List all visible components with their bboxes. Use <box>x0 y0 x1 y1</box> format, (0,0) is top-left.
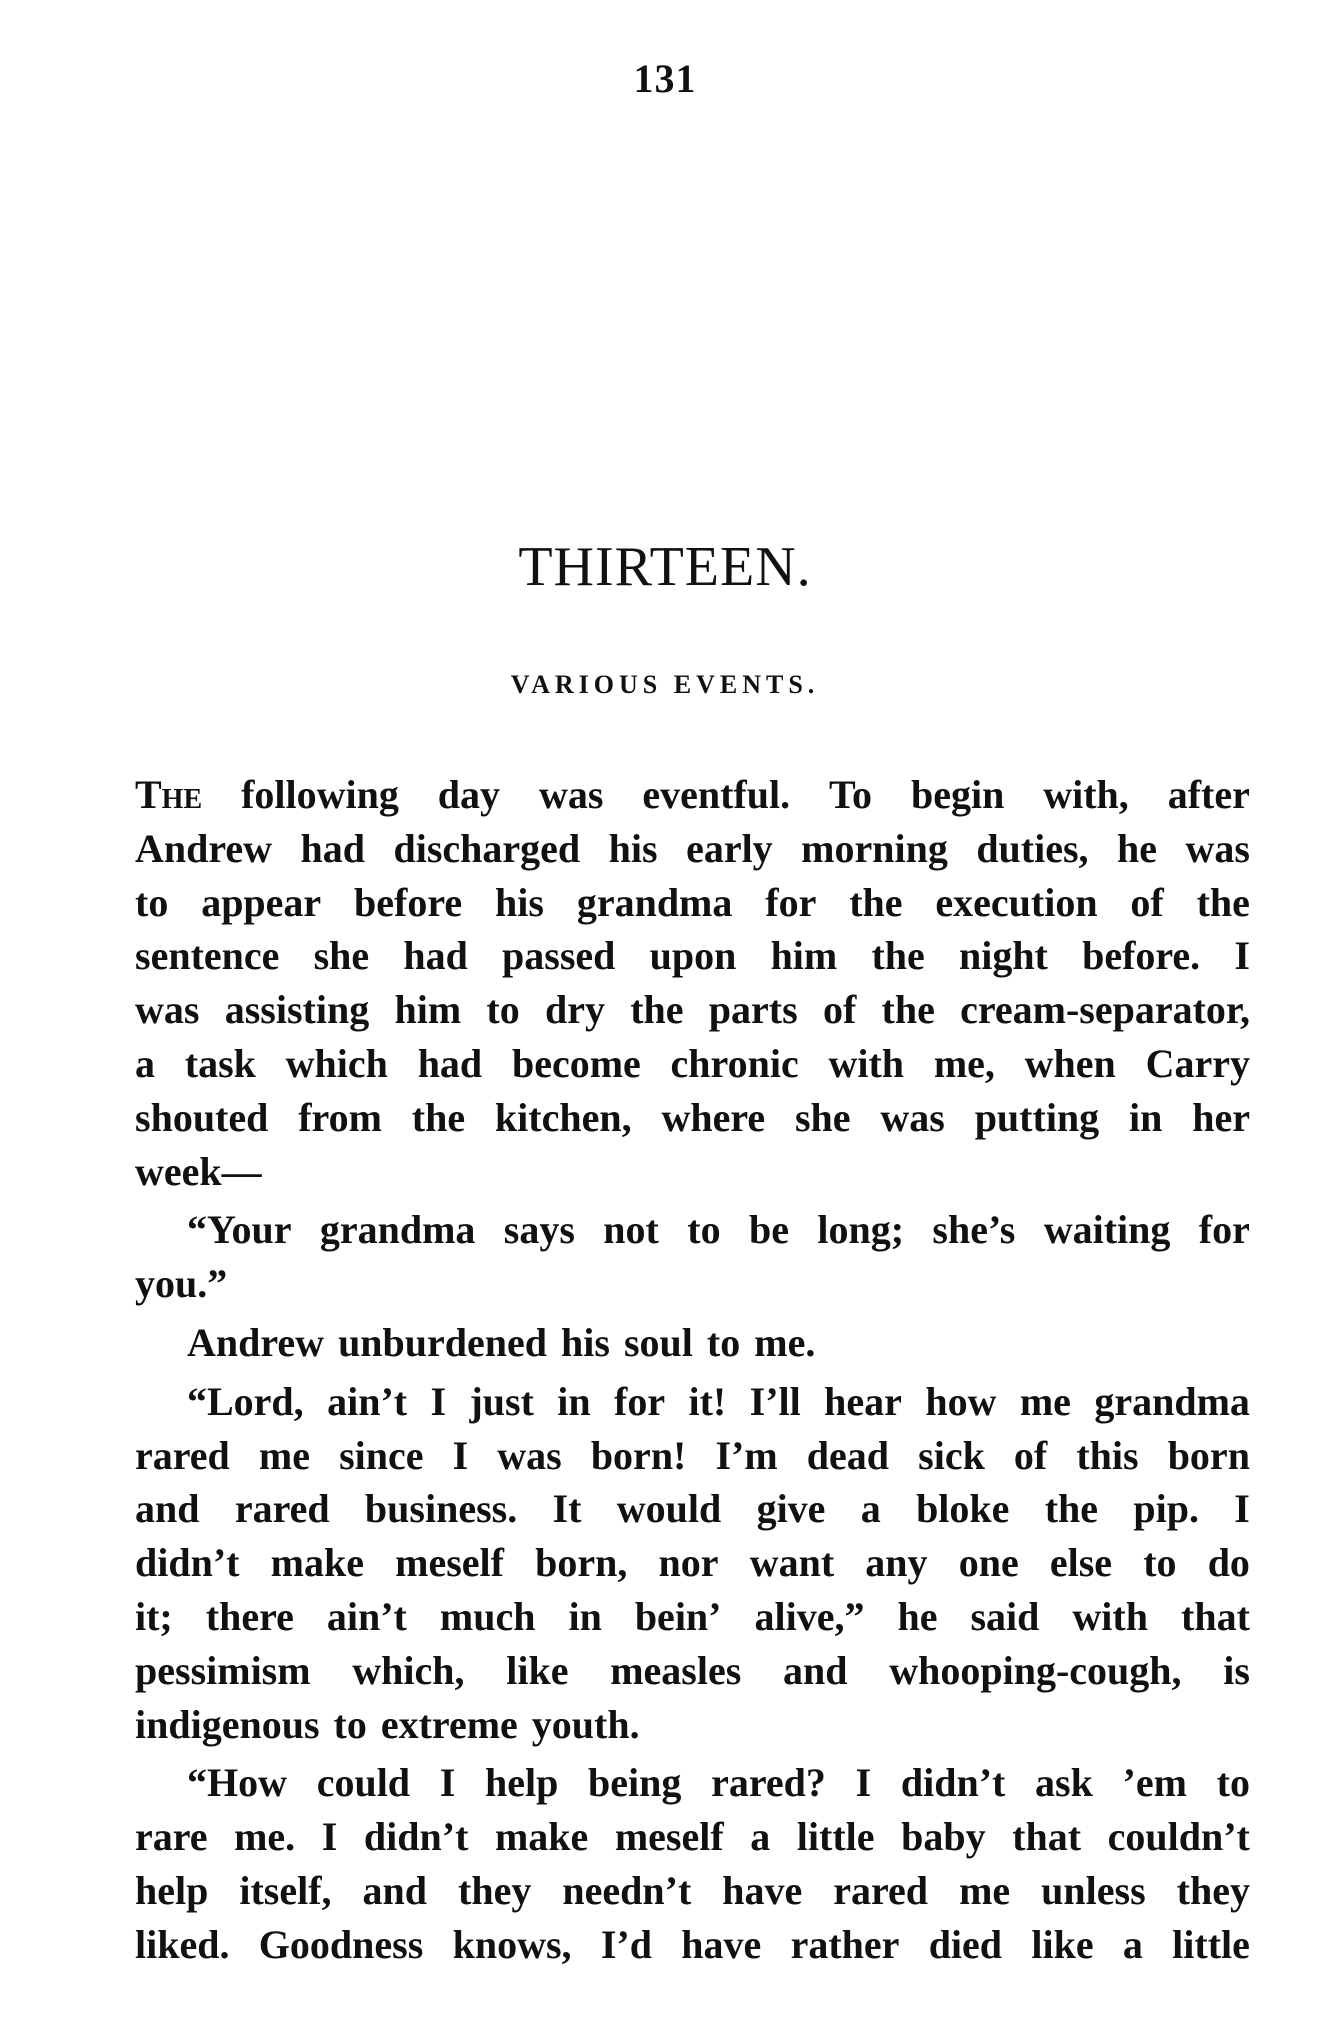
word: me <box>1019 1378 1071 1424</box>
word: grandma <box>319 1207 476 1253</box>
word: with, <box>1043 772 1129 817</box>
word: “How <box>187 1760 287 1806</box>
word: chronic <box>670 1040 799 1086</box>
word: his <box>495 879 544 925</box>
word: make <box>494 1814 589 1860</box>
word: have <box>722 1867 803 1913</box>
word: putting <box>974 1094 1100 1140</box>
word: little <box>1172 1921 1250 1967</box>
word: following <box>241 772 399 817</box>
word: needn’t <box>562 1867 692 1913</box>
word: hear <box>824 1378 902 1424</box>
word: bein’ <box>634 1593 722 1639</box>
text-line <box>135 1091 1250 1145</box>
word: nor <box>658 1540 719 1586</box>
word: is <box>1223 1647 1250 1693</box>
word: upon <box>649 933 737 979</box>
word: being <box>588 1760 682 1806</box>
word: The <box>135 772 203 817</box>
text-line <box>135 1482 1250 1536</box>
word: me <box>258 1432 310 1478</box>
word: indigenous <box>135 1701 320 1747</box>
word: rare <box>135 1814 208 1860</box>
word: said <box>970 1593 1040 1639</box>
word: Andrew <box>135 825 273 871</box>
word: soul <box>623 1319 693 1365</box>
word: that <box>1181 1593 1250 1639</box>
word: that <box>1012 1814 1082 1860</box>
word: knows, <box>452 1921 572 1967</box>
word: a <box>860 1486 881 1532</box>
text-line <box>135 1257 1250 1311</box>
word: for <box>614 1378 666 1424</box>
word: parts <box>708 987 798 1033</box>
word: was <box>538 772 604 817</box>
word: rather <box>790 1921 900 1967</box>
text-line <box>135 768 1250 822</box>
text-line <box>135 876 1250 930</box>
word: Carry <box>1145 1040 1250 1086</box>
word: like <box>506 1647 569 1693</box>
word: she’s <box>932 1207 1016 1253</box>
word: and <box>362 1867 428 1913</box>
word: she <box>313 933 370 979</box>
word: become <box>511 1040 641 1086</box>
word: the <box>849 879 903 925</box>
word: the <box>871 933 925 979</box>
word: task <box>184 1040 256 1086</box>
word: execution <box>935 879 1098 925</box>
word: sentence <box>135 933 280 979</box>
word: which <box>285 1040 388 1086</box>
word: before. <box>1082 933 1201 979</box>
word: she <box>794 1094 851 1140</box>
word: to <box>135 879 169 925</box>
word: pessimism <box>135 1647 311 1693</box>
chapter-title: THIRTEEN. <box>518 536 812 598</box>
word: passed <box>502 933 616 979</box>
word: give <box>756 1486 826 1532</box>
word: for <box>765 879 817 925</box>
word: a <box>135 1040 155 1086</box>
word: they <box>458 1867 532 1913</box>
word: kitchen, <box>494 1094 632 1140</box>
word: a <box>1122 1921 1143 1967</box>
word: It <box>552 1486 582 1532</box>
word: him <box>394 987 462 1033</box>
word: for <box>1198 1207 1250 1253</box>
word: had <box>403 933 468 979</box>
word: of <box>1013 1432 1048 1478</box>
word: I’ll <box>749 1378 801 1424</box>
word: they <box>1176 1867 1250 1913</box>
word: didn’t <box>135 1540 240 1586</box>
word: in <box>568 1593 602 1639</box>
word: of <box>822 987 857 1033</box>
word: dead <box>806 1432 890 1478</box>
word: ain’t <box>327 1378 408 1424</box>
word: had <box>300 825 366 871</box>
text-line <box>135 983 1250 1037</box>
word: the <box>1044 1486 1099 1532</box>
word: was <box>880 1094 945 1140</box>
word: baby <box>901 1814 986 1860</box>
word: much <box>439 1593 536 1639</box>
word: the <box>411 1094 466 1140</box>
word: I’d <box>600 1921 652 1967</box>
text-line <box>135 1203 1250 1257</box>
word: I’m <box>715 1432 778 1478</box>
word: died <box>928 1921 1003 1967</box>
word: him <box>770 933 838 979</box>
word: help <box>135 1867 209 1913</box>
word: me. <box>754 1319 816 1365</box>
word: it! <box>688 1378 727 1424</box>
word: her <box>1192 1094 1250 1140</box>
text-line <box>135 1644 1250 1698</box>
text-line <box>135 1756 1250 1810</box>
word: grandma <box>576 879 733 925</box>
word: me <box>959 1867 1011 1913</box>
word: didn’t <box>900 1760 1006 1806</box>
word: begin <box>910 772 1005 817</box>
word: have <box>681 1921 762 1967</box>
word: didn’t <box>363 1814 469 1860</box>
word: a <box>750 1814 771 1860</box>
word: would <box>616 1486 722 1532</box>
word: sick <box>918 1432 985 1478</box>
word: was <box>135 987 200 1033</box>
word: ’em <box>1122 1760 1187 1806</box>
word: eventful. <box>642 772 791 817</box>
word: I <box>321 1814 338 1860</box>
word: help <box>485 1760 559 1806</box>
word: rared <box>135 1432 230 1478</box>
word: shouted <box>135 1094 269 1140</box>
word: the <box>630 987 684 1033</box>
word: after <box>1167 772 1250 817</box>
word: there <box>205 1593 294 1639</box>
word: to <box>333 1701 367 1747</box>
text-line <box>135 1429 1250 1483</box>
page-number: 131 <box>633 56 697 101</box>
word: “Lord, <box>187 1378 304 1424</box>
chapter-subtitle: VARIOUS EVENTS. <box>510 670 820 699</box>
word: bloke <box>916 1486 1010 1532</box>
word: cream-separator, <box>960 987 1250 1033</box>
word: rared? <box>711 1760 826 1806</box>
word: before <box>354 879 463 925</box>
text-line <box>135 1375 1250 1429</box>
word: little <box>796 1814 875 1860</box>
word: meself <box>614 1814 724 1860</box>
word: youth. <box>531 1701 640 1747</box>
word: To <box>829 772 873 817</box>
word: born <box>1167 1432 1250 1478</box>
word: you.” <box>135 1261 228 1307</box>
word: to <box>1143 1540 1177 1586</box>
word: “Your <box>187 1207 292 1253</box>
text-line <box>135 1145 1250 1199</box>
word: I <box>430 1378 447 1424</box>
word: be <box>748 1207 789 1253</box>
word: from <box>298 1094 382 1140</box>
word: Andrew <box>187 1319 325 1365</box>
word: the <box>881 987 935 1033</box>
word: long; <box>817 1207 905 1253</box>
word: liked. <box>135 1921 230 1967</box>
word: appear <box>201 879 322 925</box>
word: meself <box>395 1540 504 1586</box>
word: of <box>1130 879 1164 925</box>
text-line <box>135 929 1250 983</box>
word: business. <box>364 1486 518 1532</box>
word: where <box>661 1094 766 1140</box>
word: ain’t <box>326 1593 407 1639</box>
word: night <box>958 933 1048 979</box>
word: do <box>1207 1540 1250 1586</box>
word: his <box>608 825 658 871</box>
word: since <box>339 1432 424 1478</box>
word: Goodness <box>258 1921 424 1967</box>
text-line <box>135 1590 1250 1644</box>
word: dry <box>544 987 605 1033</box>
word: not <box>603 1207 659 1253</box>
word: I <box>855 1760 872 1806</box>
word: and <box>783 1647 848 1693</box>
word: want <box>749 1540 835 1586</box>
text-line <box>135 1810 1250 1864</box>
body-text <box>135 768 1250 1972</box>
word: assisting <box>224 987 370 1033</box>
word: could <box>316 1760 411 1806</box>
word: whooping-cough, <box>889 1647 1182 1693</box>
word: was <box>1185 825 1250 871</box>
text-line <box>135 1037 1250 1091</box>
word: to <box>706 1319 741 1365</box>
word: to <box>1216 1760 1250 1806</box>
word: with <box>1072 1593 1148 1639</box>
word: says <box>503 1207 575 1253</box>
word: I <box>1234 1486 1250 1532</box>
word: this <box>1076 1432 1139 1478</box>
word: else <box>1049 1540 1113 1586</box>
word: and <box>135 1486 200 1532</box>
word: born! <box>590 1432 687 1478</box>
word: make <box>270 1540 364 1586</box>
word: had <box>417 1040 483 1086</box>
word: me, <box>933 1040 995 1086</box>
word: day <box>437 772 501 817</box>
word: in <box>557 1378 591 1424</box>
word: he <box>897 1593 938 1639</box>
word: to <box>687 1207 721 1253</box>
word: couldn’t <box>1107 1814 1250 1860</box>
word: rared <box>234 1486 330 1532</box>
word: to <box>486 987 520 1033</box>
word: itself, <box>239 1867 332 1913</box>
text-line <box>135 1918 1250 1972</box>
word: it; <box>135 1593 173 1639</box>
word: which, <box>352 1647 465 1693</box>
word: the <box>1196 879 1250 925</box>
word: was <box>497 1432 562 1478</box>
word: I <box>1234 933 1250 979</box>
word: I <box>452 1432 469 1478</box>
text-line <box>135 1536 1250 1590</box>
word: discharged <box>393 825 581 871</box>
word: his <box>561 1319 610 1365</box>
text-line <box>135 822 1250 876</box>
word: grandma <box>1094 1378 1250 1424</box>
word: just <box>469 1378 534 1424</box>
word: he <box>1117 825 1158 871</box>
word: born, <box>535 1540 628 1586</box>
word: when <box>1024 1040 1116 1086</box>
word: ask <box>1035 1760 1093 1806</box>
word: morning <box>801 825 948 871</box>
word: waiting <box>1043 1207 1171 1253</box>
word: like <box>1031 1921 1094 1967</box>
word: how <box>925 1378 997 1424</box>
word: rared <box>833 1867 929 1913</box>
word: duties, <box>976 825 1089 871</box>
word: unless <box>1041 1867 1146 1913</box>
word: extreme <box>380 1701 518 1747</box>
word: week— <box>135 1148 262 1194</box>
word: with <box>828 1040 905 1086</box>
word: me. <box>234 1814 296 1860</box>
word: one <box>958 1540 1019 1586</box>
word: pip. <box>1133 1486 1199 1532</box>
text-line <box>135 1316 1250 1370</box>
word: unburdened <box>338 1319 548 1365</box>
word: I <box>439 1760 456 1806</box>
text-line <box>135 1864 1250 1918</box>
word: early <box>686 825 773 871</box>
word: in <box>1129 1094 1163 1140</box>
text-line <box>135 1698 1250 1752</box>
word: alive,” <box>754 1593 865 1639</box>
word: any <box>865 1540 928 1586</box>
word: measles <box>610 1647 742 1693</box>
